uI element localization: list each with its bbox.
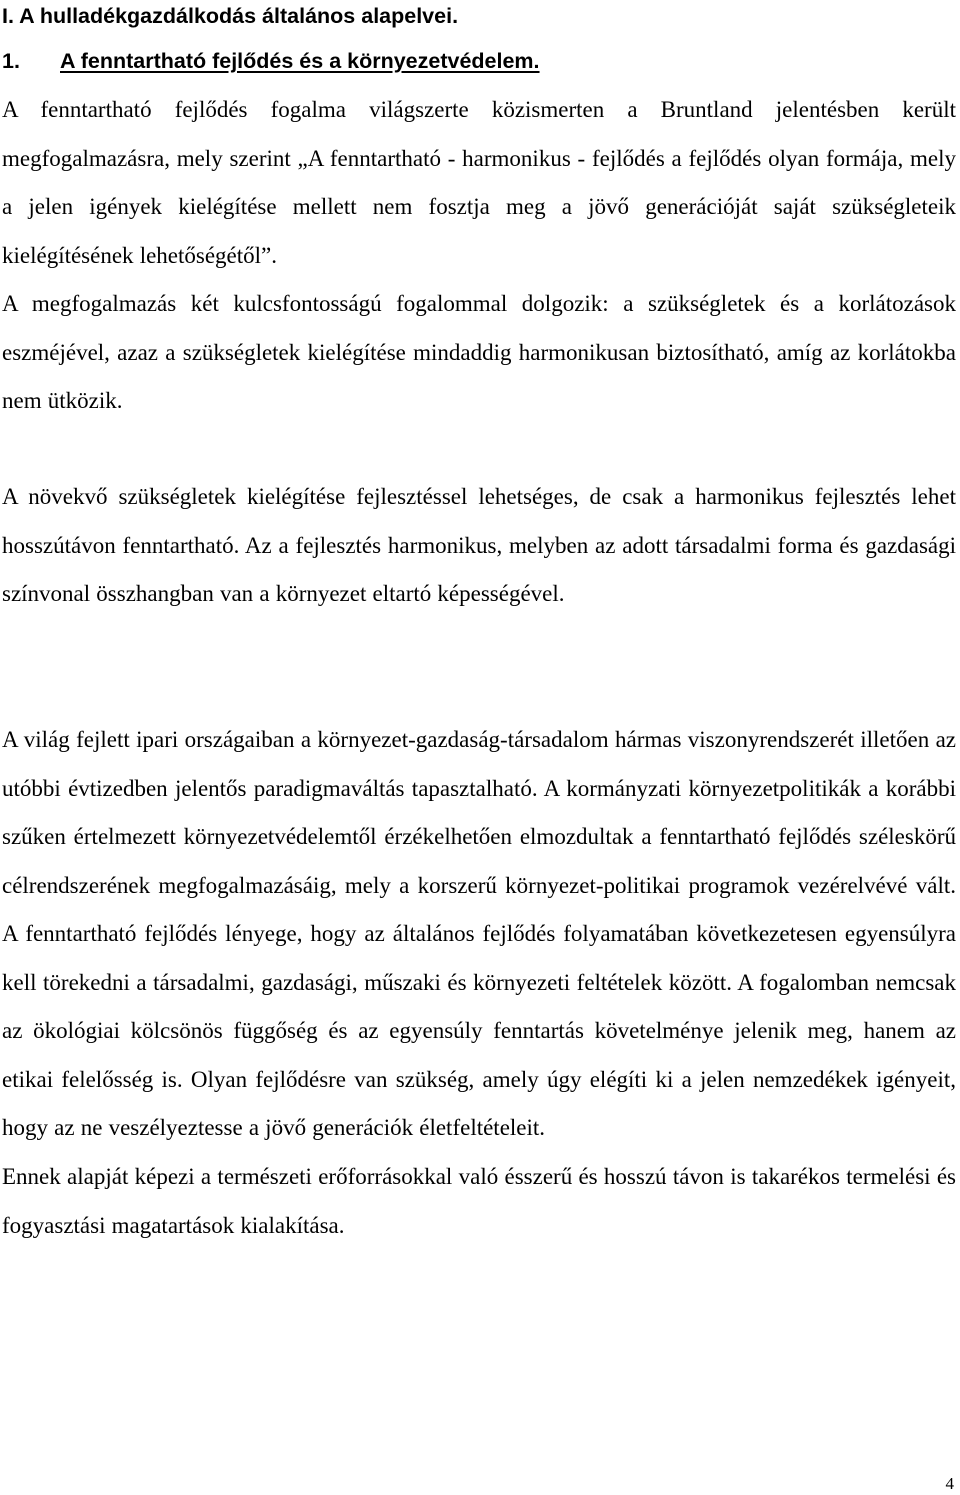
paragraph-paradigm-shift: A világ fejlett ipari országaiban a környezet-gazdaság-társadalom hármas viszonyrendszerét illetően az utóbbi évtizedben jelentős paradigmaváltás tapasztalható. A kormányzati környezetpolitikák a korábbi szűken értelmezett környezetvédelemtől érzékelhetően elmozdultak a fenntartható fejlődés széleskörű célrendszerének megfogalmazásáig, mely a korszerű környezet-politikai programok vezérelvévé vált. A fenntartható fejlődés lényege, hogy az általános fejlődés folyamatában következetesen egyensúlyra kell törekedni a társadalmi, gazdasági, műszaki és környezeti feltételek között. A fogalomban nemcsak az ökológiai kölcsönös függőség és az egyensúly fenntartás követelménye jelenik meg, hanem az etikai felelősség is. Olyan fejlődésre van szükség, amely úgy elégíti ki a jelen nemzedékek igényeit, hogy az ne veszélyeztesse a jövő generációk életfeltételeit. <box>2 727 956 1140</box>
section-heading: I. A hulladékgazdálkodás általános alapelvei. <box>2 4 459 28</box>
subsection-title: A fenntartható fejlődés és a környezetvédelem. <box>60 49 540 73</box>
paragraph-needs-and-limits: A megfogalmazás két kulcsfontosságú fogalommal dolgozik: a szükségletek és a korlátozások eszméjével, azaz a szükségletek kielégítése mindaddig harmonikusan biztosítható, amíg az korlátokba nem ütközik. <box>2 291 956 413</box>
paragraph-resources: Ennek alapját képezi a természeti erőforrásokkal való ésszerű és hosszú távon is takarékos termelési és fogyasztási magatartások kialakítása. <box>2 1164 956 1238</box>
page-number: 4 <box>945 1474 954 1493</box>
subsection-heading <box>2 47 540 75</box>
subsection-number: 1. <box>2 49 20 73</box>
paragraph-sustainable-definition: A fenntartható fejlődés fogalma világszerte közismerten a Bruntland jelentésben került megfogalmazásra, mely szerint „A fenntartható - harmonikus - fejlődés a fejlődés olyan formája, mely a jelen igények kielégítése mellett nem fosztja meg a jövő generációját saját szükségleteik kielégítésének lehetőségétől”. <box>2 97 956 268</box>
paragraph-harmonic-development: A növekvő szükségletek kielégítése fejlesztéssel lehetséges, de csak a harmonikus fejlesztés lehet hosszútávon fenntartható. Az a fejlesztés harmonikus, melyben az adott társadalmi forma és gazdasági színvonal összhangban van a környezet eltartó képességével. <box>2 484 956 606</box>
